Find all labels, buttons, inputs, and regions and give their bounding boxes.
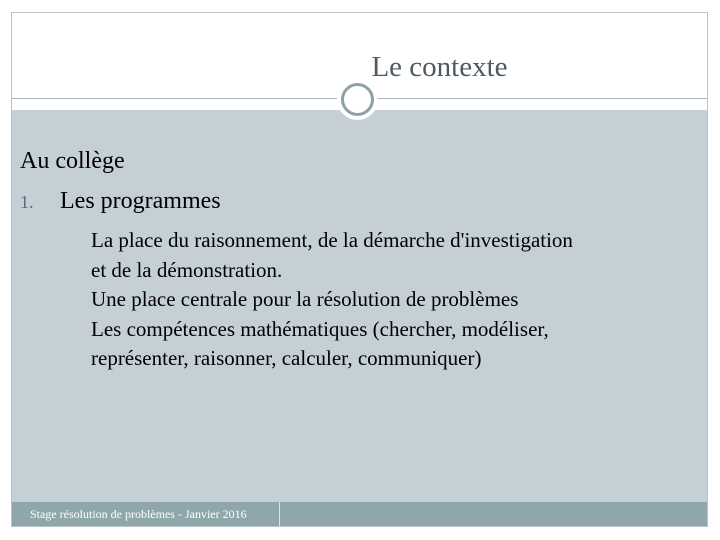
section-heading: Au collège (20, 148, 125, 174)
bullet-line: La place du raisonnement, de la démarche d'investigation (91, 228, 573, 252)
bullet-line: et de la démonstration. (91, 257, 283, 282)
circle-ornament-icon (337, 79, 378, 120)
slide-title: Le contexte (371, 51, 508, 83)
numbered-item (20, 188, 221, 215)
footer-divider (279, 502, 280, 526)
bullet-list (91, 226, 701, 374)
list-number: 1. (20, 192, 34, 212)
bullet-line: Les compétences mathématiques (chercher, modéliser, (91, 316, 549, 341)
footer-text: Stage résolution de problèmes - Janvier 2016 (30, 507, 247, 521)
bullet-line: représenter, raisonner, calculer, communiquer) (91, 346, 482, 370)
list-item-label: Les programmes (60, 188, 221, 214)
bullet-line: Une place centrale pour la résolution de problèmes (91, 287, 519, 311)
